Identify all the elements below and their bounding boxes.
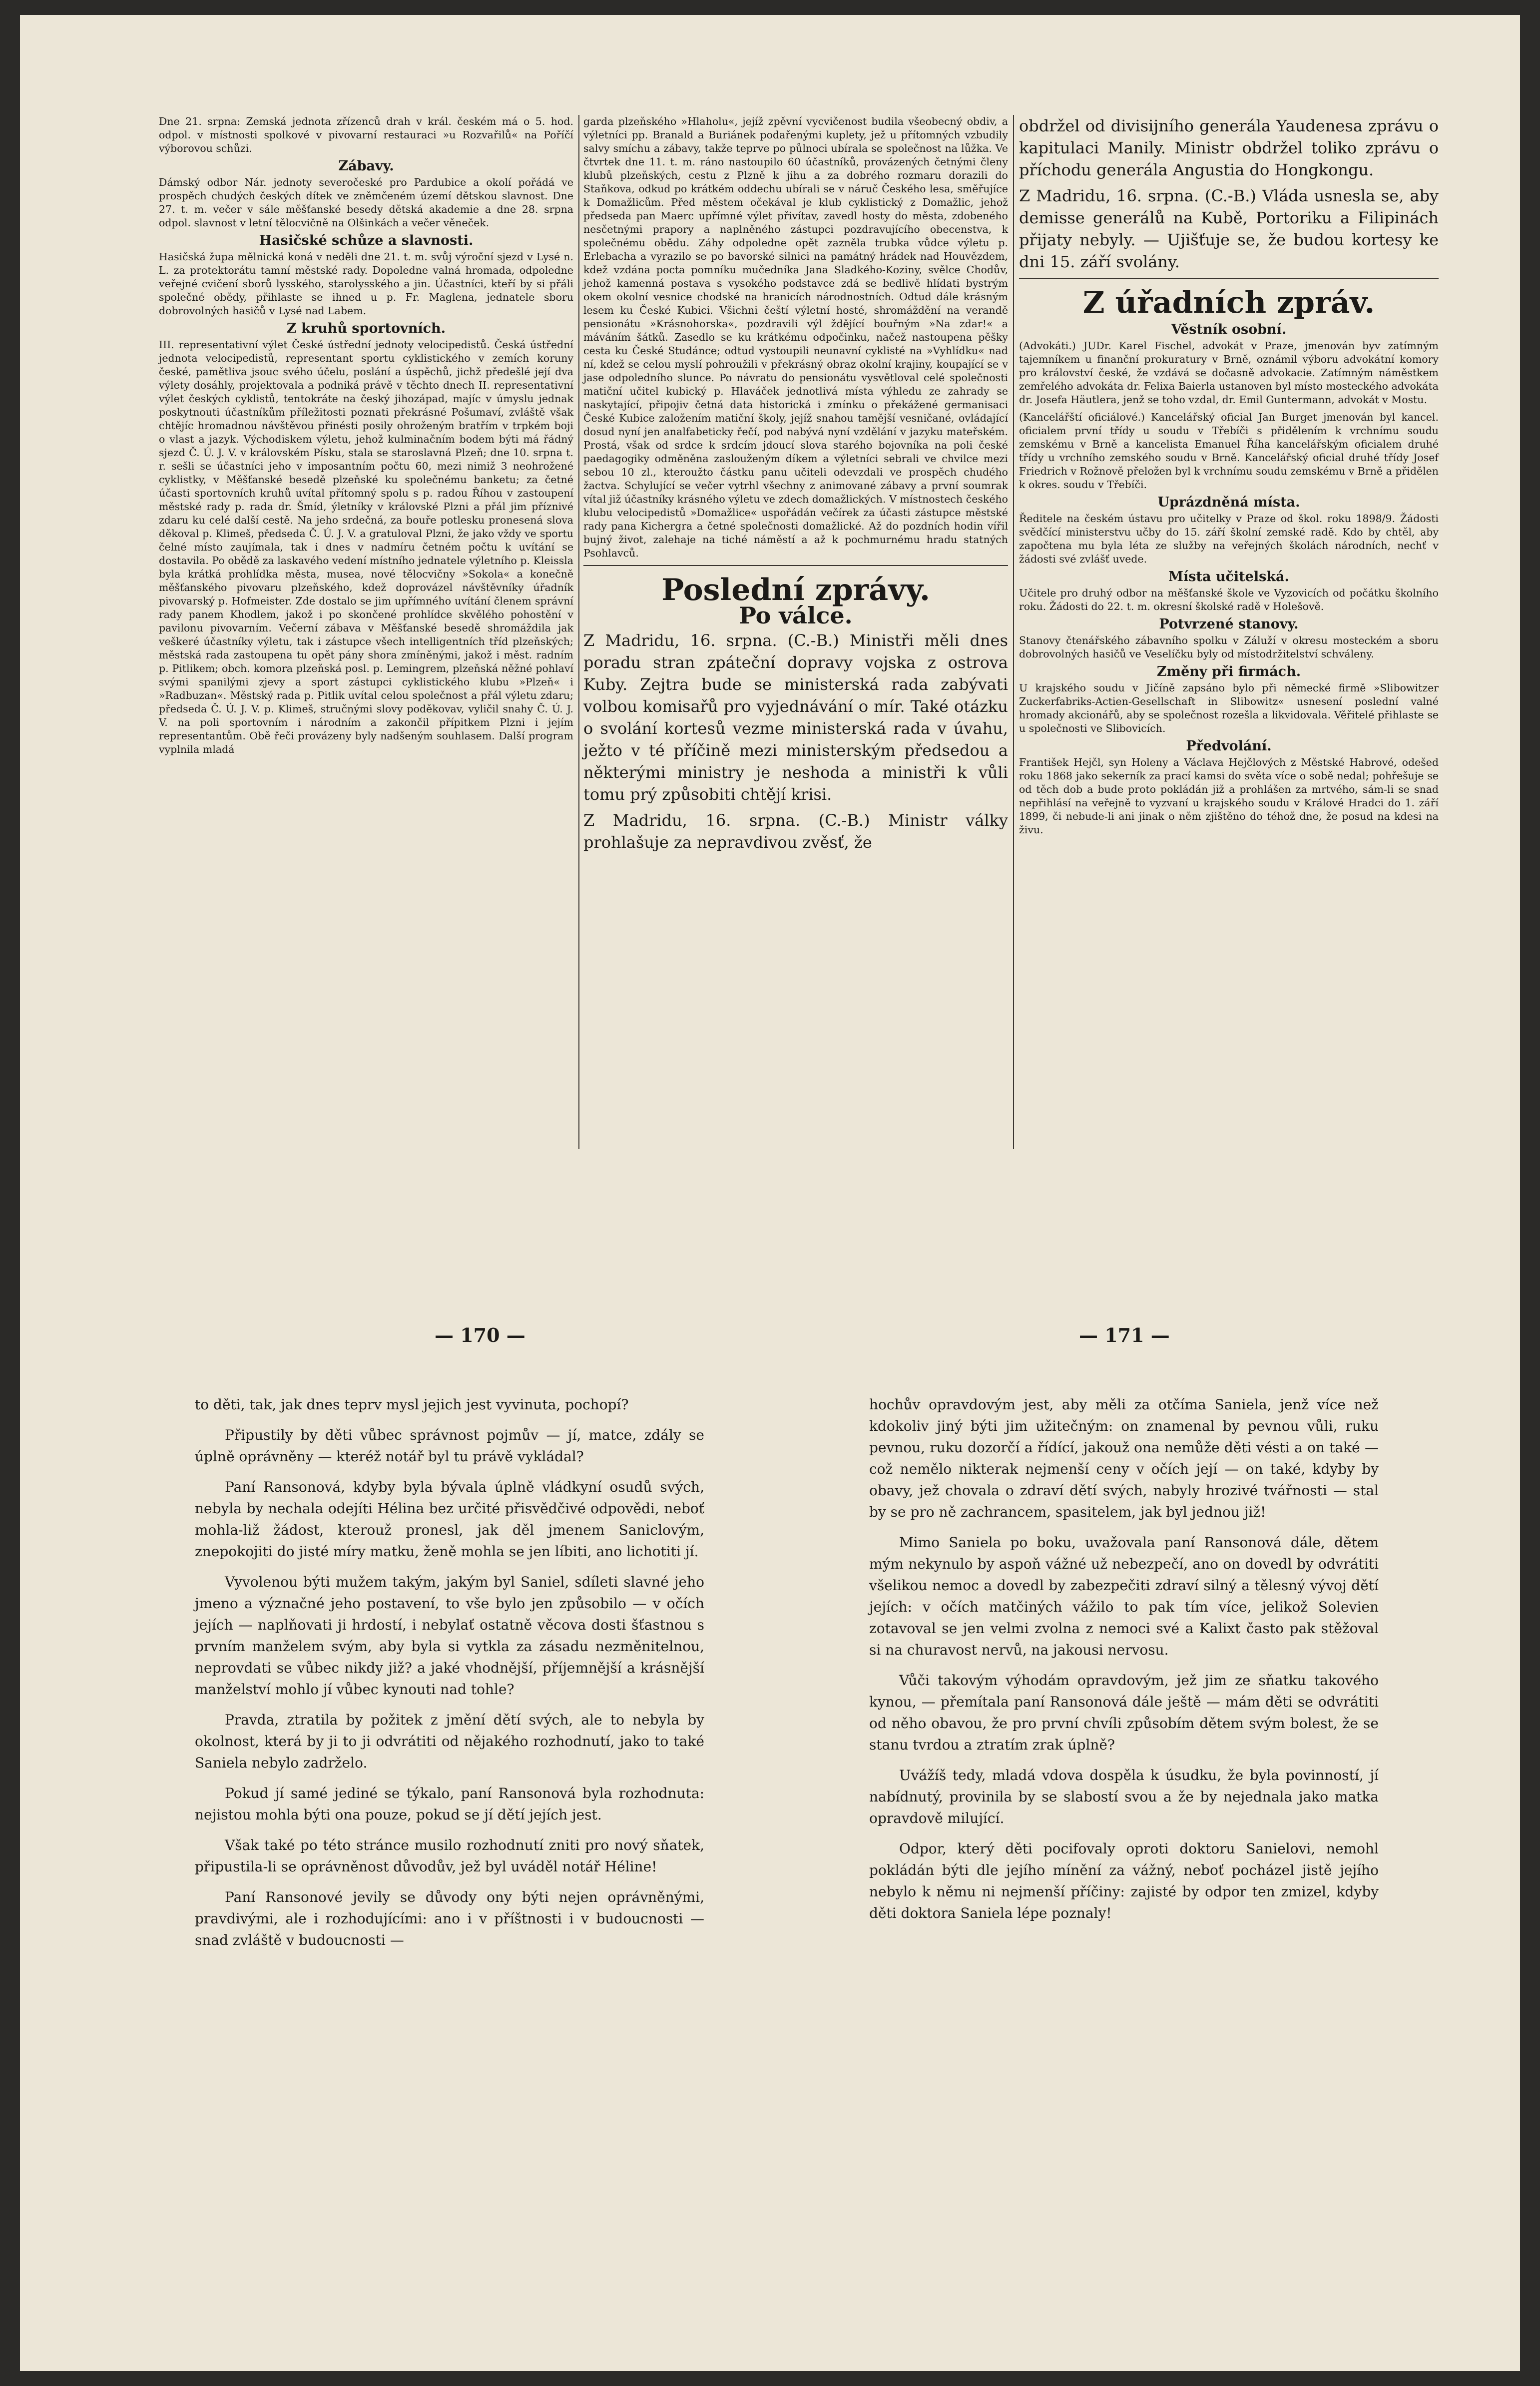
notice-stanovy: Stanovy čtenářského zábavního spolku v Záluží v okresu mosteckém a sboru dobrovolných hasičů ve Veselíčku byly od místodržitelství schváleny.	[1019, 634, 1439, 660]
heading-vestnik-osobni: Věstník osobní.	[1171, 322, 1287, 337]
article-cyklisticky-vylet: III. representativní výlet České ústřední jednoty velocipedistů. Česká ústřední jednota velocipedistů, representant sportu cyklistického v zemích koruny české, pamětliva jsouc svého účelu, poslání a úspěchů, jichž předešlé její dva výlety dosáhly, projektovala a podniká právě v těchto dnech II. representativní výlet českých cyklistů, tentokráte na český jihozápad, majíc v úmyslu jednak poskytnouti účastníkům příležitosti poznati překrásné Pošumaví, zvláště však chtějíc hromadnou návštěvou přinésti posily ohroženým bratřím v trpkém boji o vlast a jazyk. Východiskem výletu, jehož kulminačním bodem býti má řádný sjezd Č. Ú. J. V. v královském Písku, stala se staroslavná Plzeň; dne 10. srpna t. r. sešli se účastníci jeho v imposantním počtu 60, mezi nimiž 3 neohrožené cyklistky, v Měšťanské besedě plzeňské ku společnému banketu; za četné účasti sportovních kruhů uvítal přítomný spolu s p. radou Říhou v zastoupení městské rady p. rada dr. Šmíd, ýletníky v královské Plzni a přál jim příznivé zdaru ku celé další cestě. Na jeho srdečná, za bouře potlesku pronesená slova děkoval p. Klimeš, předseda Č. Ú. J. V. a gratuloval Plzni, že jako vždy ve sportu čelné místo zaujímala, tak i dnes v nadmíru četném počtu k uvítání se dostavila. Po obědě za laskavého vedení místního jednatele výletního p. Kleissla byla krátká prohlídka města, musea, nové tělocvičny »Sokola« a konečně měšťanského pivovaru plzeňského, kdež doprovázel návštěvníky úřadník pivovarský p. Hofmeister. Zde dostalo se jim upřímného uvítání členem správní rady panem Khodlem, jakož i po skončené prohlídce skvělého pohostění v pavilonu pivovarním. Večerní zábava v Měšťanské besedě shromáždila jak veškeré účastníky výletu, tak i zástupce všech intelligentních tříd plzeňských; městská rada zastoupena tu opět pány shora zmíněnými, jakož i měst. radním p. Pitlikem; obch. komora plzeňská posl. p. Lemingrem, plzeňská něžné pohlaví svými spanilými zjevy a sport zástupci cyklistického klubu »Plzeň« i »Radbuzan«. Městský rada p. Pitlik uvítal celou společnost a přál výletu zdaru; předseda Č. Ú. J. V. p. Klimeš, stručnými slovy poděkovav, vyličil snahy Č. Ú. J. V. na poli sportovním i národním a zakončil přípitkem Plzni i jejím representantům. Obě řeči provázeny byly nadšeným souhlasem. Další program vyplnila mladá	[159, 339, 573, 755]
heading-hasicske: Hasičské schůze a slavnosti.	[259, 233, 474, 248]
novel-paragraph: Mimo Saniela po boku, uvažovala paní Ransonová dále, dětem mým nekynulo by aspoň vážné už nebezpečí, ano on dovedl by odvrátiti všelikou nemoc a dovedl by zabezpečiti zdraví silný a tělesný vývoj dětí jejích: v očích matčiných vážilo to pak tím více, jelikož Solevien zotavoval se jen velmi zvolna z nemoci své a Kalixt často pak stěžoval si na churavost nervů, na jakousi nervosu.	[869, 1534, 1379, 1658]
column-2	[583, 115, 1008, 857]
heading-mista-ucitelska: Místa učitelská.	[1168, 569, 1289, 585]
notice-damsky-odbor: Dámský odbor Nár. jednoty severočeské pro Pardubice a okolí pořádá ve prospěch chudých českých dítek ve zněmčeném území dětskou slavnost. Dne 27. t. m. večer v sále měšťanské besedy dětská akademie a dne 28. srpna odpol. slavnost v letní tělocvičně na Olšinkách a večer věneček.	[159, 176, 573, 229]
news-madrid-3: Z Madridu, 16. srpna. (C.-B.) Vláda usnesla se, aby demisse generálů na Kubě, Portoriku a Filipinách přijaty nebyly. — Ujišťuje se, že budou kortesy ke dni 15. září svolány.	[1019, 186, 1439, 271]
news-madrid-2: Z Madridu, 16. srpna. (C.-B.) Ministr války prohlašuje za nepravdivou zvěsť, že	[583, 811, 1008, 852]
novel-paragraph: Vůči takovým výhodám opravdovým, jež jim ze sňatku takového kynou, — přemítala paní Ransonová dále ještě — mám děti se odvrátiti od něho obavou, že pro první chvíli způsobím dětem svým bolest, že se stanu tvrdou a ztratím zrak úplně?	[869, 1672, 1379, 1753]
page	[20, 15, 1520, 2371]
novel-paragraph: Pokud jí samé jediné se týkalo, paní Ransonová byla rozhodnuta: nejistou mohla býti ona pouze, pokud se jí dětí jejích jest.	[195, 1785, 704, 1823]
page-number-left: — 170 —	[435, 1324, 525, 1346]
column-divider-2	[1013, 115, 1014, 1149]
heading-potvrzene-stanovy: Potvrzené stanovy.	[1159, 616, 1299, 632]
heading-zabavy: Zábavy.	[338, 158, 394, 174]
notice-predvolani: František Hejčl, syn Holeny a Václava Hejčlových z Městské Habrové, odešed roku 1868 jako sekerník za prací kamsi do světa více o sobě nedal; pohřešuje se od těch dob a bude proto pokládán již a prohlášen za mrtvého, sám-li se snad nepřihlásí na veřejně to vyzvaní u krajského soudu v Králové Hradci do 1. září 1899, či nebude-li ani jinak o něm zjištěno do téhož dne, že posud na kdesi na živu.	[1019, 756, 1439, 836]
novel-paragraph: hochův opravdovým jest, aby měli za otčíma Saniela, jenž více než kdokoliv jiný býti jim užitečným: on znamenal by pevnou vůli, ruku pevnou, ruku dozorčí a řídící, jakouž ona nemůže děti vésti a on také — což nemělo nikterak nejmenší ceny v očích její — on také, kdyby by obavy, jež chovala o zdraví dětí svých, nabyly hrozivé tvářnosti — stal by se pro ně zachrancem, spasitelem, jak byl jednou již!	[869, 1396, 1379, 1520]
novel-paragraph: to děti, tak, jak dnes teprv mysl jejich jest vyvinuta, pochopí?	[195, 1396, 629, 1413]
notice-firma: U krajského soudu v Jičíně zapsáno bylo při německé firmě »Slibowitzer Zuckerfabriks-Actien-Gesellschaft in Slibowitz« usnesení poslední valné hromady akcionářů, aby se společnost rozešla a likvidovala. Věřitelé přihlaste se u společnosti ve Slibovicích.	[1019, 682, 1439, 734]
heading-z-uradnich-zprav: Z úřadních zpráv.	[1082, 285, 1375, 320]
section-rule-2	[1019, 278, 1439, 279]
novel-paragraph: Paní Ransonová, kdyby byla bývala úplně vládkyní osudů svých, nebyla by nechala odejíti Hélina bez určité přisvědčivé odpovědi, neboť mohla-liž žádost, kterouž pronesl, jak děl jmenem Saniclovým, znepokojiti do jisté míry matku, ženě mohla se jen líbiti, ano lichotiti jí.	[195, 1479, 704, 1560]
novel-paragraph: Připustily by děti vůbec správnost pojmův — jí, matce, zdály se úplně oprávněny — kteréž notář byl tu právě vykládal?	[195, 1427, 704, 1465]
news-madrid-2-cont: obdržel od divisijního generála Yaudenesa zprávu o kapitulaci Manily. Ministr obdržel toliko zprávu o příchodu generála Angustia do Hongkongu.	[1019, 116, 1439, 179]
page-number-right: — 171 —	[1079, 1324, 1170, 1346]
heading-predvolani: Předvolání.	[1186, 738, 1272, 754]
heading-posledni-zpravy: Poslední zprávy.	[661, 573, 930, 607]
novel-paragraph: Pravda, ztratila by požitek z jmění dětí svých, ale to nebyla by okolnost, která by ji to ji odvrátiti od nějakého rozhodnutí, jako to také Saniela nebylo zadrželo.	[195, 1712, 704, 1771]
novel-page-right	[869, 1394, 1379, 1933]
column-1	[159, 115, 573, 760]
novel-paragraph: Paní Ransonové jevily se důvody ony býti nejen oprávněnými, pravdivými, ale i rozhodujícími: ano i v příštnosti i v budoucnosti — snad zvláště v budoucnosti —	[195, 1889, 704, 1948]
heading-uprazdnena-mista: Uprázdněná místa.	[1157, 495, 1300, 510]
novel-paragraph: Však také po této stránce musilo rozhodnutí zniti pro nový sňatek, připustila-li se oprávněnost důvodův, jež byl uváděl notář Héline!	[195, 1837, 704, 1875]
news-madrid-1: Z Madridu, 16. srpna. (C.-B.) Ministři měli dnes poradu stran zpáteční dopravy vojska z ostrova Kuby. Zejtra bude se ministerská rada zabývati volbou komisařů pro vyjednávání o mír. Také otázku o svolání kortesů vezme ministerská rada v úvahu, ježto v té příčině mezi ministerským předsedou a některými ministry je neshoda a ministři k vůli tomu prý způsobiti chtějí krisi.	[583, 631, 1008, 804]
notice-advokati: (Advokáti.) JUDr. Karel Fischel, advokát v Praze, jmenován byv zatímným tajemníkem u finanční prokuratury v Brně, oznámil výboru advokátní komory pro království české, že vzdává se dočasně advokacie. Zatímným náměstkem zemřelého advokáta dr. Felixa Baierla ustanoven byl místo mosteckého advokáta dr. Josefa Häutlera, jenž se toho vzdal, dr. Emil Guntermann, advokát v Mostu.	[1019, 340, 1439, 406]
novel-paragraph: Odpor, který děti pocifovaly oproti doktoru Sanielovi, nemohl pokládán býti dle jejího mínění za vážný, neboť pocházel jistě jejího nebylo k němu ni nejmenší příčiny: zajisté by odpor ten zmizel, kdyby děti doktora Saniela lépe poznaly!	[869, 1840, 1379, 1921]
heading-zmeny-pri-firmach: Změny při firmách.	[1156, 664, 1301, 679]
column-3	[1019, 115, 1439, 841]
notice-hasicska-zupa: Hasičská župa mělnická koná v neděli dne 21. t. m. svůj výroční sjezd v Lysé n. L. za protektorátu tamní městské rady. Dopoledne valná hromada, odpoledne veřejné cvičení sborů lysského, starolysského a jin. Účastníci, kteří by si přáli společné obědy, přihlaste se ihned u p. Fr. Maglena, jednatele sboru dobrovolných hasičů v Lysé nad Labem.	[159, 251, 573, 317]
novel-paragraph: Uvážíš tedy, mladá vdova dospěla k úsudku, že byla povinností, jí nabídnutý, provinila by se slabostí svou a že by nejednala jako matka opravdově milující.	[869, 1767, 1379, 1826]
heading-po-valce: Po válce.	[739, 602, 853, 629]
novel-paragraph: Vyvolenou býti mužem takým, jakým byl Saniel, sdíleti slavné jeho jmeno a význačné jeho postavení, to vše bylo jen způsobilo — v očích jejích — naplňovati ji hrdostí, i nebylať ostatně věcova dosti šťastnou s prvním manželem svým, aby byla si vytkla za zásadu nezměnitelnou, neprovdati se vůbec nikdy již? a jaké vhodnější, příjemnější a krásnější manželství mohlo jí vůbec kynouti nad tohle?	[195, 1574, 704, 1698]
notice-kancelarsti: (Kancelářští oficiálové.) Kancelářský oficial Jan Burget jmenován byl kancel. oficialem první třídy u soudu v Třebíči s přidělením k vrchnímu soudu zemskému v Brně a kancelista Emanuel Říha kancelářským oficialem druhé třídy u vrchního zemského soudu v Brně. Kancelářský oficial druhé třídy Josef Friedrich v Rožnově přeložen byl k vrchnímu soudu zemskému v Brně a přidělen k okres. soudu v Třebíči.	[1019, 411, 1439, 491]
article-cyklisticky-vylet-cont: garda plzeňského »Hlaholu«, jejíž zpěvní vycvičenost budila všeobecný obdiv, a výletníci pp. Branald a Buriánek podařenými kuplety, jež u přítomných vzbudily salvy smíchu a zábavy, takže teprve po půlnoci ubírala se společnost na lůžka. Ve čtvrtek dne 11. t. m. ráno nastoupilo 60 účastníků, provázených četnými členy klubů plzeňských, cestu z Plzně k jihu a za dobrého rozmaru dorazili do Staňkova, odkud po krátkém oddechu ubírali se v náruč Českého lesa, směřujíce k Domažlicům. Před městem očekával je klub cyklistický z Domažlic, jehož předseda pan Maerc upřímné výlet přivítav, zavedl hosty do města, zdobeného nesčetnými prapory a naplněného zástupci pozdravujícího obecenstva, k společnému obědu. Záhy odpoledne opět zazněla trubka vůdce výletu p. Erlebacha a vyrazilo se po bavorské silnici na památný hrádek nad Houvězdem, kdež vzdána pocta pomníku mučedníka Jana Sladkého-Koziny, svělce Chodův, jehož kamenná postava s vysokého podstavce zdá se bedlivě hlídati bystrým okem okolní vesnice chodské na hranicích národnostních. Odtud dále krásným lesem ku České Kubici. Všichni čeští výletní hosté, shromáždění na verandě pensionátu »Krásnohorska«, pozdravili výl ždějící bouřným »Na zdar!« a máváním šátků. Zasedlo se ku krátkému odpočinku, načež nastoupena pěšky cesta ku České Studánce; odtud vystoupili neunavní cyklisté na »Vyhlídku« nad ní, kdež se celou myslí pohroužili v překrásný obraz okolní krajiny, koupající se v jase odpoledního slunce. Po návratu do pensionátu vysvětloval celé společnosti matiční učitel kubický p. Hlaváček jednotlivá místa výhledu ze zahrady se naskytající, připojiv četná data historická i zmínku o překážené germanisaci České Kubice založením matiční školy, jejíž snahou tamější vesničané, ovládající dosud nyní jen analfabeticky řečí, pod nabývá nyní vzdělání v jazyku mateřském. Prostá, však od srdce k srdcím jdoucí slova starého bojovníka na poli české paedagogiky odměněna zaslouženým díkem a výletníci sebrali ve chvilce mezi sebou 10 zl., kteroužto částku panu učiteli odevzdali ve prospěch chudého žactva. Schylující se večer vytrhl všechny z animované zábavy a první soumrak vítal již účastníky krásného výletu ve zdech domažlických. V místnostech českého klubu velocipedistů »Domažlice« uspořádán večírek za účasti zástupce městské rady pana Kichergra a četné společnosti domažlické. Až do pozdních hodin vířil bujný život, zalehaje na tiché náměstí a až k pochmurnému hradu statných Psohlavců.	[583, 115, 1008, 559]
column-divider-1	[578, 115, 579, 1149]
heading-kruhu-sportovnich: Z kruhů sportovních.	[286, 321, 446, 336]
notice-zrizencu: Dne 21. srpna: Zemská jednota zřízenců drah v král. českém má o 5. hod. odpol. v místnosti spolkové v pivovarní restauraci »u Rozvařilů« na Poříčí výborovou schůzi.	[159, 115, 573, 154]
notice-reditele: Ředitele na českém ústavu pro učitelky v Praze od škol. roku 1898/9. Žádosti svědčící ministerstvu učby do 15. září školní zemské radě. Kdo by chtěl, aby započtena mu byla léta ze služby na veřejných školách národních, nechť v žádosti své zvlášť uvede.	[1019, 513, 1439, 565]
section-rule	[583, 565, 1008, 566]
novel-page-left	[195, 1394, 704, 1960]
notice-ucitele: Učitele pro druhý odbor na měšťanské škole ve Vyzovicích od počátku školního roku. Žádosti do 22. t. m. okresní školské radě v Holešově.	[1019, 587, 1439, 612]
